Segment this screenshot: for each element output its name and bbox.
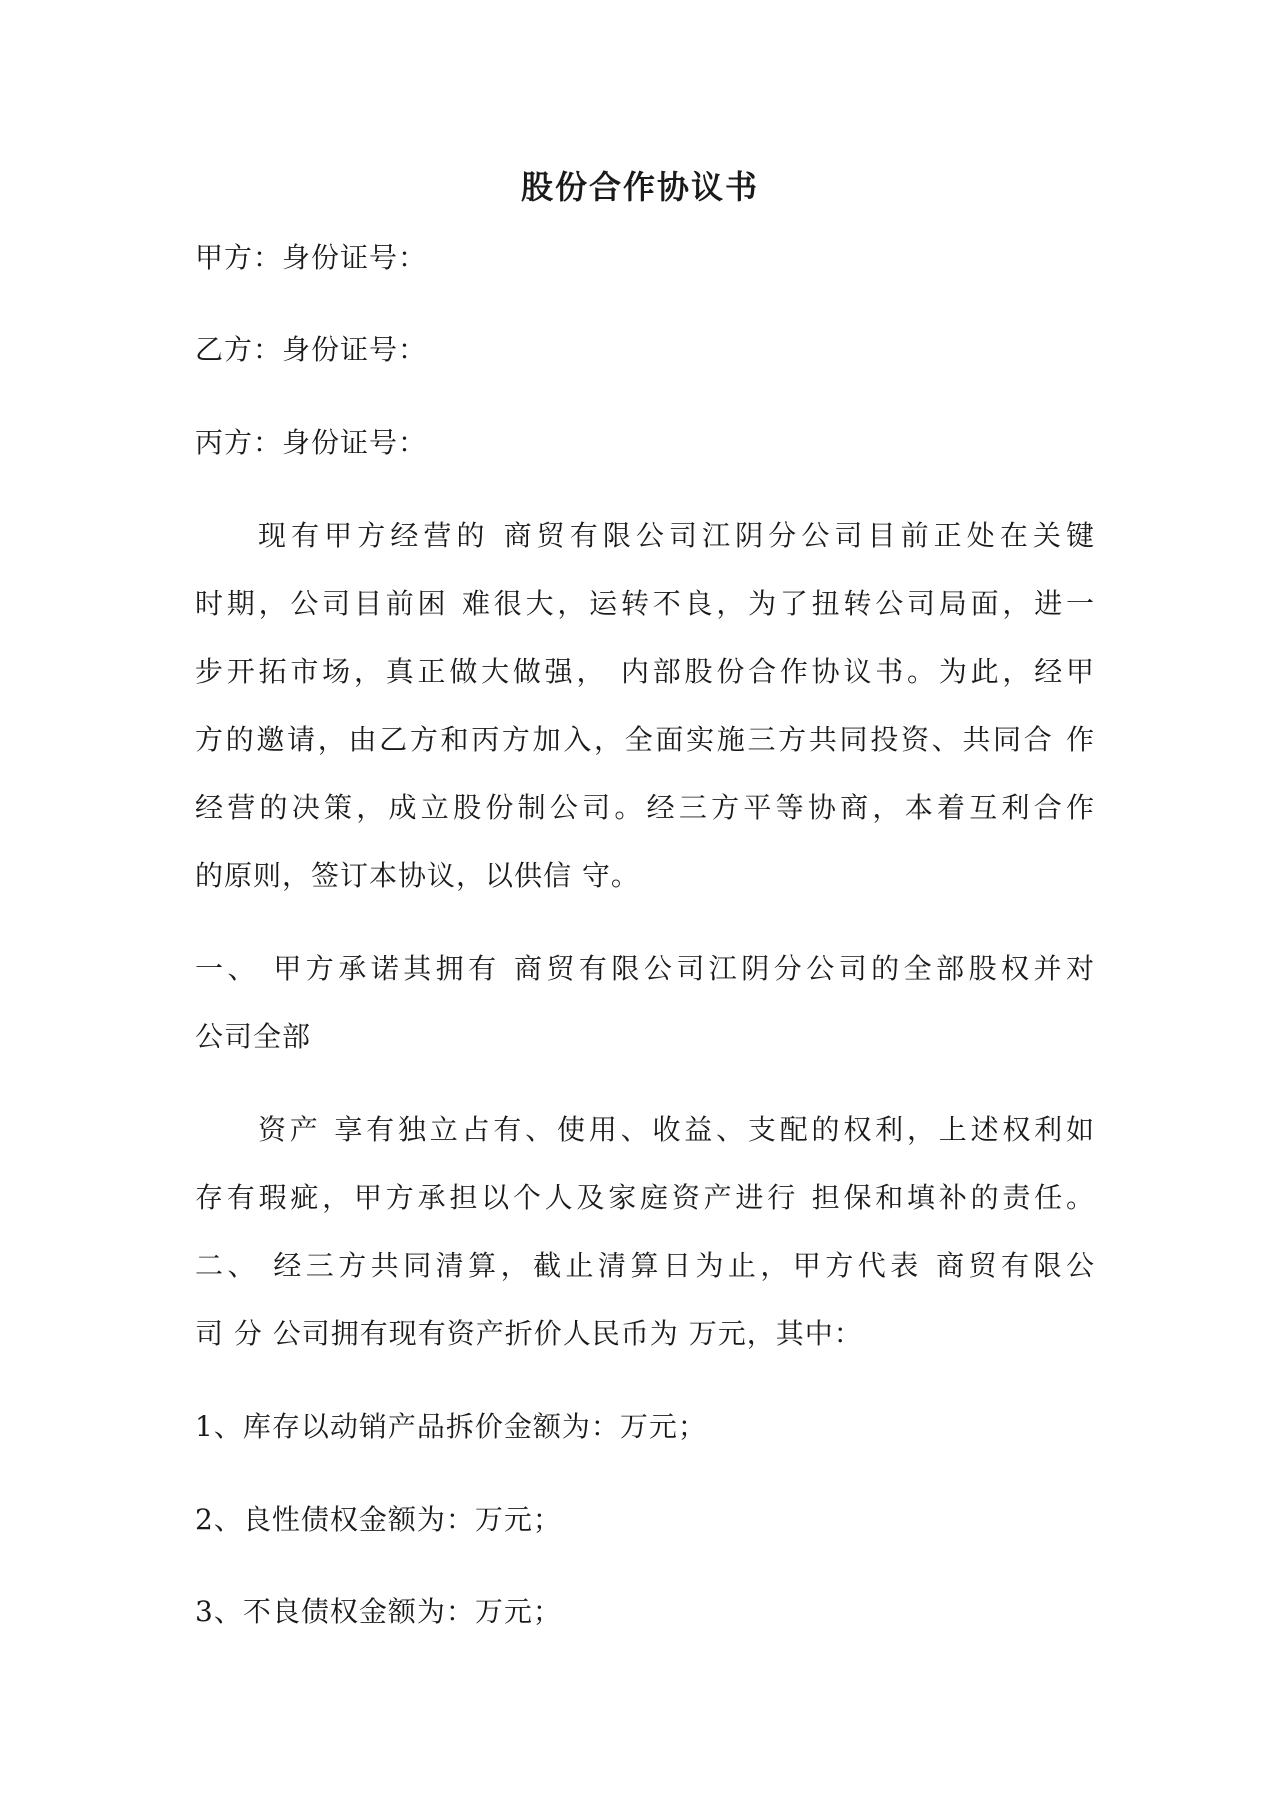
- document-title: 股份合作协议书: [520, 168, 759, 206]
- intro-line-5: 经营的决策，成立股份制公司。经三方平等协商，本着互利合作: [195, 791, 1095, 824]
- intro-line-4: 方的邀请，由乙方和丙方加入，全面实施三方共同投资、共同合 作: [195, 723, 1095, 756]
- clause-2-line-1: 二、 经三方共同清算，截止清算日为止，甲方代表 商贸有限公: [195, 1249, 1095, 1282]
- clause-1-line-4: 存有瑕疵，甲方承担以个人及家庭资产进行 担保和填补的责任。: [195, 1181, 1095, 1214]
- clause-1-line-2: 公司全部: [195, 1020, 312, 1053]
- intro-line-2: 时期，公司目前困 难很大，运转不良，为了扭转公司局面，进一: [195, 587, 1095, 620]
- party-c-line: 丙方：身份证号：: [195, 426, 428, 459]
- intro-line-6: 的原则，签订本协议，以供信 守。: [195, 859, 640, 892]
- clause-2-line-2: 司 分 公司拥有现有资产折价人民币为 万元，其中：: [195, 1317, 863, 1350]
- item-1: 1、库存以动销产品拆价金额为：万元；: [195, 1410, 707, 1443]
- party-a-line: 甲方：身份证号：: [195, 241, 428, 274]
- clause-1-line-3: 资产 享有独立占有、使用、收益、支配的权利，上述权利如: [258, 1113, 1095, 1146]
- clause-1-line-1: 一、 甲方承诺其拥有 商贸有限公司江阴分公司的全部股权并对: [195, 952, 1095, 985]
- party-b-line: 乙方：身份证号：: [195, 333, 428, 366]
- intro-line-1: 现有甲方经营的 商贸有限公司江阴分公司目前正处在关键: [258, 519, 1095, 552]
- item-2: 2、良性债权金额为：万元；: [195, 1503, 562, 1536]
- intro-line-3: 步开拓市场，真正做大做强， 内部股份合作协议书。为此，经甲: [195, 655, 1095, 688]
- item-3: 3、不良债权金额为：万元；: [195, 1595, 562, 1628]
